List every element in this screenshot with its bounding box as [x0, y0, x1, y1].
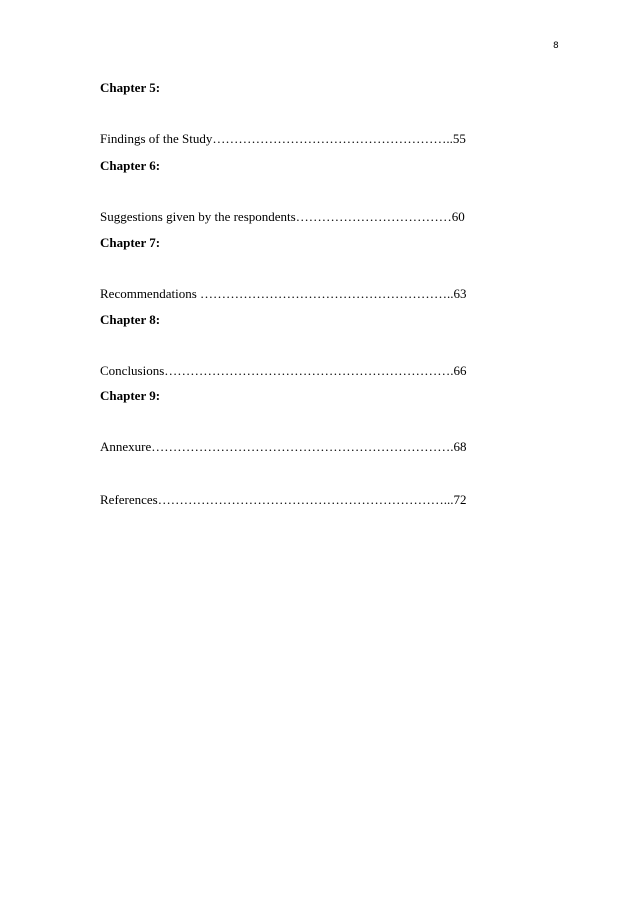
chapter-heading-7: Chapter 7: [100, 235, 161, 250]
chapter-heading-8: Chapter 8: [100, 312, 161, 327]
toc-entry-suggestions: Suggestions given by the respondents………………………………60 [100, 209, 465, 224]
chapter-heading-9: Chapter 9: [100, 388, 161, 403]
toc-entry-annexure: Annexure…………………………………………………………….68 [100, 439, 467, 454]
chapter-heading-5: Chapter 5: [100, 80, 161, 95]
toc-entry-recommendations: Recommendations …………………………………………………..63 [100, 286, 467, 301]
toc-entry-conclusions: Conclusions………………………………………………………….66 [100, 363, 467, 378]
chapter-heading-6: Chapter 6: [100, 158, 161, 173]
toc-entry-findings: Findings of the Study………………………………………………..55 [100, 131, 466, 146]
page-number: 8 [553, 41, 559, 51]
toc-entry-references: References…………………………………………………………...72 [100, 492, 467, 507]
